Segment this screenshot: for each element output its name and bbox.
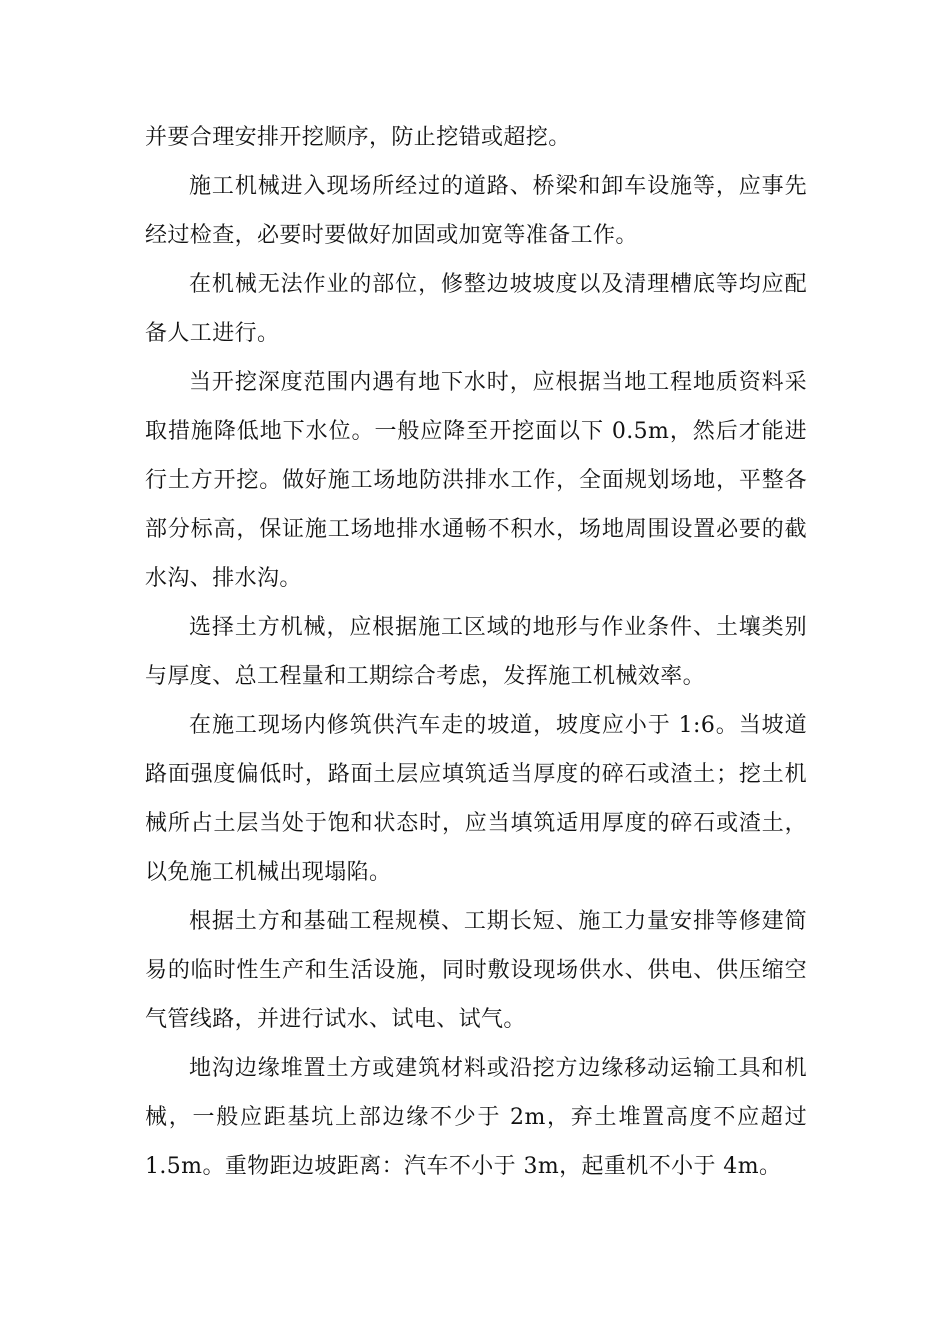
paragraph-6: 在施工现场内修筑供汽车走的坡道，坡度应小于 1:6。当坡道路面强度偏低时，路面土层应填筑适当厚度的碎石或渣土；挖土机械所占土层当处于饱和状态时，应当填筑适用厚度的碎石或渣土，以免施工机械出现塌陷。 xyxy=(145,713,807,885)
paragraph-7: 根据土方和基础工程规模、工期长短、施工力量安排等修建简易的临时性生产和生活设施，同时敷设现场供水、供电、供压缩空气管线路，并进行试水、试电、试气。 xyxy=(145,909,807,1032)
document-body xyxy=(145,113,807,1191)
paragraph-2: 施工机械进入现场所经过的道路、桥梁和卸车设施等，应事先经过检查，必要时要做好加固或加宽等准备工作。 xyxy=(145,174,807,248)
paragraph-4: 当开挖深度范围内遇有地下水时，应根据当地工程地质资料采取措施降低地下水位。一般应降至开挖面以下 0.5m，然后才能进行土方开挖。做好施工场地防洪排水工作，全面规划场地，平整各部分标高，保证施工场地排水通畅不积水，场地周围设置必要的截水沟、排水沟。 xyxy=(145,370,807,591)
paragraph-1: 并要合理安排开挖顺序，防止挖错或超挖。 xyxy=(145,125,571,150)
paragraph-3: 在机械无法作业的部位，修整边坡坡度以及清理槽底等均应配备人工进行。 xyxy=(145,272,807,346)
paragraph-5: 选择土方机械，应根据施工区域的地形与作业条件、土壤类别与厚度、总工程量和工期综合考虑，发挥施工机械效率。 xyxy=(145,615,807,689)
paragraph-8: 地沟边缘堆置土方或建筑材料或沿挖方边缘移动运输工具和机械，一般应距基坑上部边缘不少于 2m，弃土堆置高度不应超过 1.5m。重物距边坡距离：汽车不小于 3m，起重机不小于 4m。 xyxy=(145,1056,807,1179)
